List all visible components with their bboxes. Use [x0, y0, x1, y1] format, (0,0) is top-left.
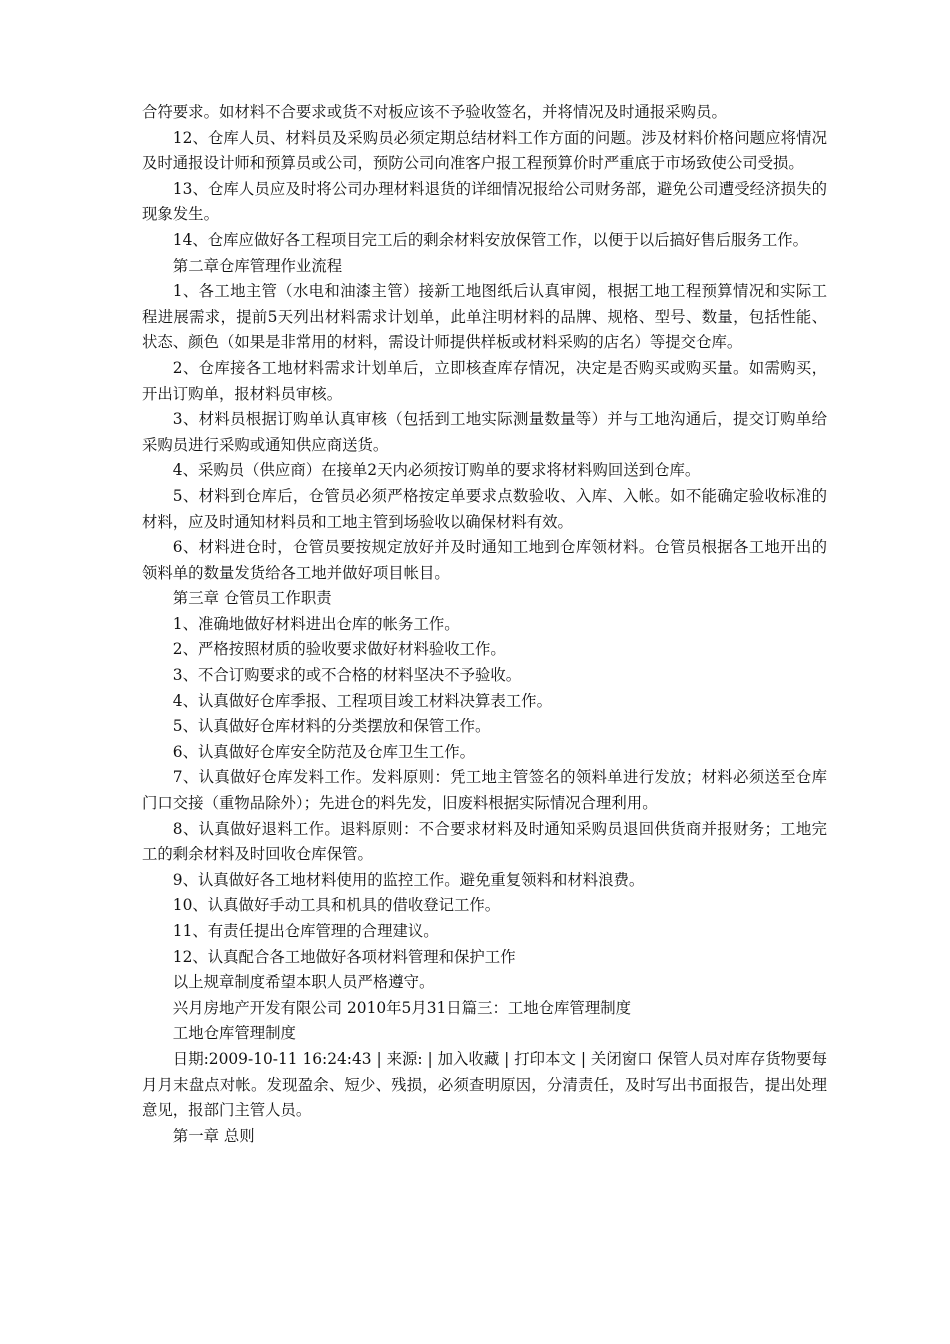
duty-item-9: 9、认真做好各工地材料使用的监控工作。避免重复领料和材料浪费。 — [172, 870, 645, 889]
process-step-1: 1、各工地主管（水电和油漆主管）接新工地图纸后认真审阅，根据工地工程预算情况和实际工程进展需求，提前5天列出材料需求计划单，此单注明材料的品牌、规格、型号、数量，包括性能、状态、颜色（如果是非常用的材料，需设计师提供样板或材料采购的店名）等提交仓库。 — [142, 282, 827, 352]
duty-item-12: 12、认真配合各工地做好各项材料管理和保护工作 — [172, 947, 516, 966]
closing-statement: 以上规章制度希望本职人员严格遵守。 — [172, 973, 435, 992]
paragraph-continuation: 合符要求。如材料不合要求或货不对板应该不予验收签名，并将情况及时通报采购员。 — [142, 103, 727, 121]
process-step-2: 2、仓库接各工地材料需求计划单后，立即核查库存情况，决定是否购买或购买量。如需购买，开出订购单，报材料员审核。 — [142, 358, 827, 403]
paragraph-item-12: 12、仓库人员、材料员及采购员必须定期总结材料工作方面的问题。涉及材料价格问题应将情况及时通报设计师和预算员或公司，预防公司向准客户报工程预算价时严重底于市场致使公司受损。 — [142, 128, 827, 173]
duty-item-10: 10、认真做好手动工具和机具的借收登记工作。 — [172, 896, 501, 915]
process-step-6: 6、材料进仓时，仓管员要按规定放好并及时通知工地到仓库领材料。仓管员根据各工地开出的领料单的数量发货给各工地并做好项目帐目。 — [142, 538, 827, 582]
date-source-paragraph: 日期:2009-10-11 16:24:43 | 来源: | 加入收藏 | 打印本文 | 关闭窗口 保管人员对库存货物要每月月末盘点对帐。发现盈余、短少、残损，必须查明原因，分清责任，及时写出书面报告，提出处理意见，报部门主管人员。 — [142, 1049, 827, 1120]
paragraph-item-13: 13、仓库人员应及时将公司办理材料退货的详细情况报给公司财务部，避免公司遭受经济损失的现象发生。 — [142, 179, 827, 224]
chapter-1-heading: 第一章 总则 — [172, 1126, 255, 1145]
document-page — [142, 100, 827, 1149]
duty-item-8: 8、认真做好退料工作。退料原则：不合要求材料及时通知采购员退回供货商并报财务；工地完工的剩余材料及时回收仓库保管。 — [142, 819, 827, 864]
process-step-4: 4、采购员（供应商）在接单2天内必须按订购单的要求将材料购回送到仓库。 — [172, 461, 701, 480]
duty-item-3: 3、不合订购要求的或不合格的材料坚决不予验收。 — [172, 666, 522, 685]
duty-item-2: 2、严格按照材质的验收要求做好材料验收工作。 — [172, 640, 506, 659]
process-step-3: 3、材料员根据订购单认真审核（包括到工地实际测量数量等）并与工地沟通后，提交订购单给采购员进行采购或通知供应商送货。 — [142, 410, 827, 454]
duty-item-7: 7、认真做好仓库发料工作。发料原则：凭工地主管签名的领料单进行发放；材料必须送至仓库门口交接（重物品除外）；先进仓的料先发，旧废料根据实际情况合理利用。 — [142, 768, 827, 813]
duty-item-11: 11、有责任提出仓库管理的合理建议。 — [172, 922, 439, 940]
chapter-2-heading: 第二章仓库管理作业流程 — [172, 256, 343, 275]
duty-item-5: 5、认真做好仓库材料的分类摆放和保管工作。 — [172, 717, 491, 736]
duty-item-1: 1、准确地做好材料进出仓库的帐务工作。 — [172, 614, 460, 633]
paragraph-item-14: 14、仓库应做好各工程项目完工后的剩余材料安放保管工作，以便于以后搞好售后服务工作。 — [172, 230, 809, 249]
chapter-3-heading: 第三章 仓管员工作职责 — [172, 589, 332, 608]
company-signature-line: 兴月房地产开发有限公司 2010年5月31日篇三：工地仓库管理制度 — [172, 998, 631, 1017]
section-title: 工地仓库管理制度 — [172, 1024, 296, 1043]
duty-item-6: 6、认真做好仓库安全防范及仓库卫生工作。 — [172, 742, 476, 761]
duty-item-4: 4、认真做好仓库季报、工程项目竣工材料决算表工作。 — [172, 691, 552, 710]
process-step-5: 5、材料到仓库后，仓管员必须严格按定单要求点数验收、入库、入帐。如不能确定验收标准的材料，应及时通知材料员和工地主管到场验收以确保材料有效。 — [142, 486, 827, 531]
